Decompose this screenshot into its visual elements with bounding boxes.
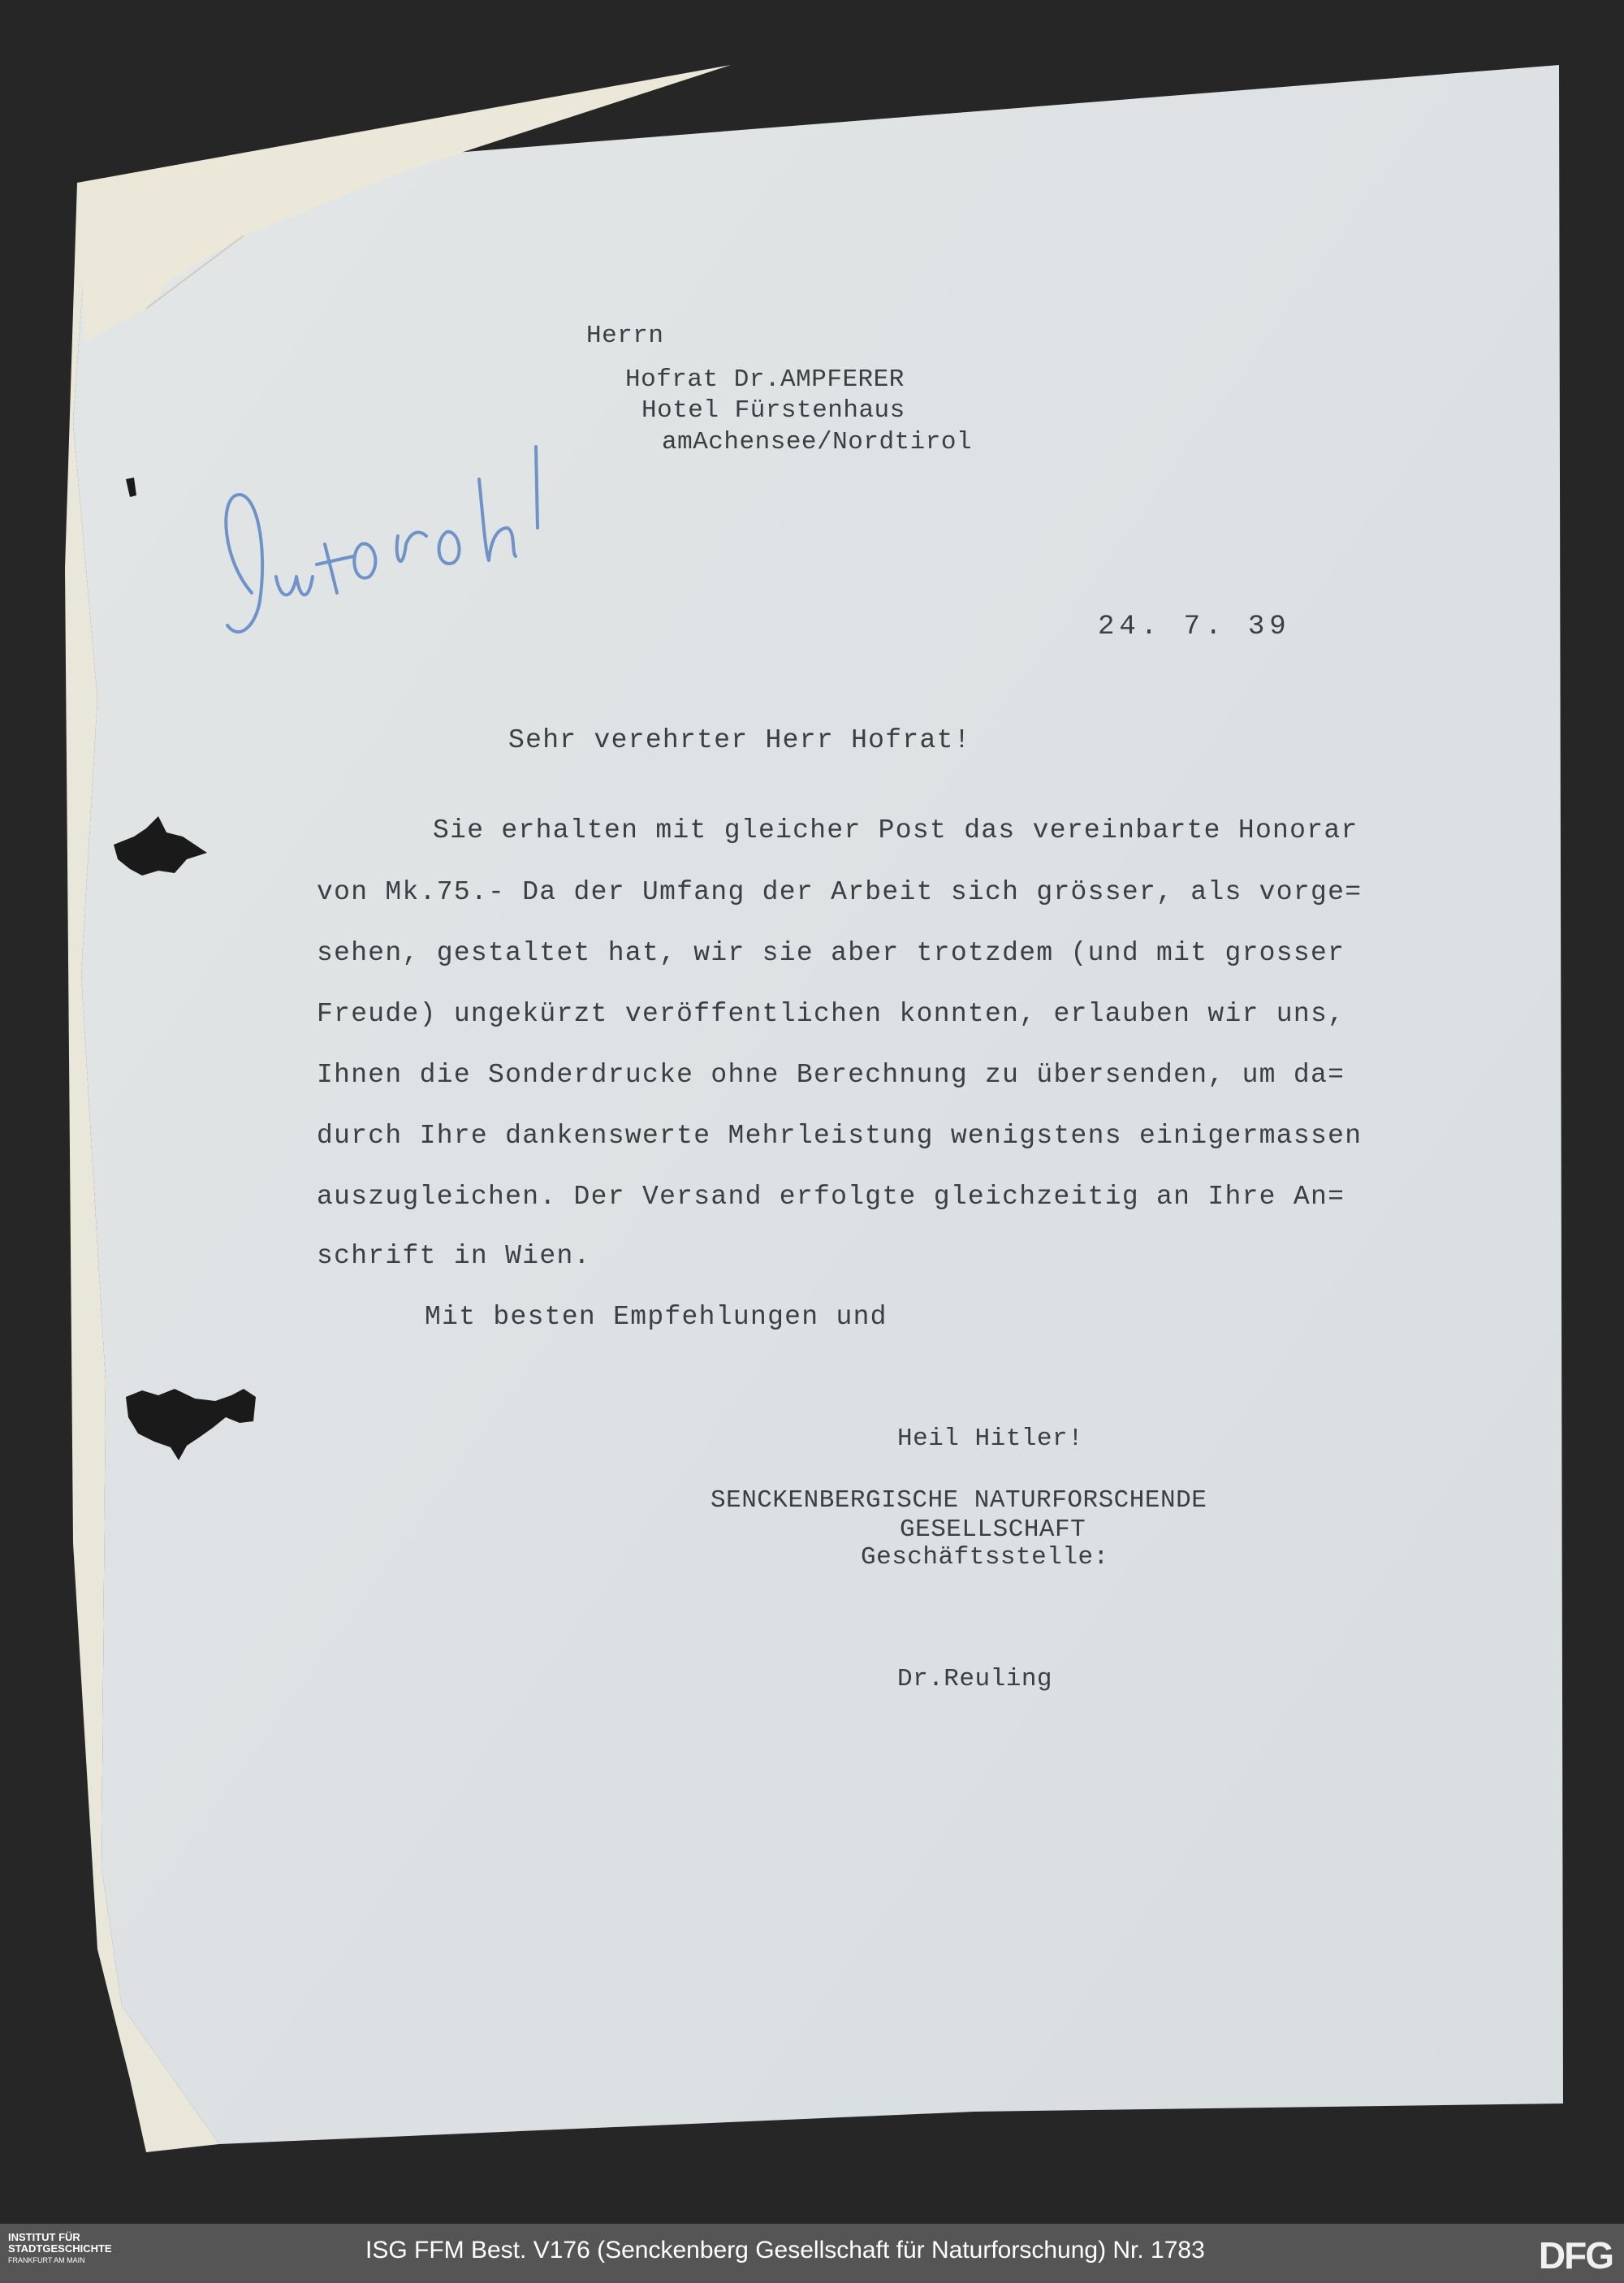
institute-line: STADTGESCHICHTE <box>8 2242 112 2255</box>
recipient-name: Hofrat Dr.AMPFERER <box>625 365 905 394</box>
letter-salute: Heil Hitler! <box>897 1425 1084 1453</box>
organization-name: SENCKENBERGISCHE NATURFORSCHENDE <box>710 1486 1207 1515</box>
body-line: durch Ihre dankenswerte Mehrleistung wenigstens einigermassen <box>317 1121 1363 1151</box>
body-line: Sie erhalten mit gleicher Post das vereinbarte Honorar <box>433 815 1358 845</box>
archive-caption: ISG FFM Best. V176 (Senckenberg Gesellschaft für Naturforschung) Nr. 1783 <box>365 2237 1205 2264</box>
body-line: von Mk.75.- Da der Umfang der Arbeit sich grösser, als vorge= <box>317 877 1363 907</box>
handwritten-annotation <box>203 333 625 674</box>
institute-line: INSTITUT FÜR <box>8 2231 80 2243</box>
letter-closing: Mit besten Empfehlungen und <box>425 1302 888 1332</box>
institute-city: FRANKFURT AM MAIN <box>8 2256 85 2264</box>
letter-greeting: Sehr verehrter Herr Hofrat! <box>508 725 971 755</box>
body-line: Ihnen die Sonderdrucke ohne Berechnung zu übersenden, um da= <box>317 1060 1345 1090</box>
address-prefix: Herrn <box>586 322 664 350</box>
recipient-hotel: Hotel Fürstenhaus <box>641 396 905 425</box>
body-line: sehen, gestaltet hat, wir sie aber trotzdem (und mit grosser <box>317 938 1345 968</box>
body-line: schrift in Wien. <box>317 1241 591 1271</box>
body-line: Freude) ungekürzt veröffentlichen konnten, erlauben wir uns, <box>317 999 1345 1029</box>
institute-logo <box>8 2232 171 2266</box>
archive-footer-bar <box>0 2224 1624 2283</box>
organization-name-line2: GESELLSCHAFT <box>900 1516 1086 1544</box>
letter-date: 24. 7. 39 <box>1098 612 1291 642</box>
signatory-name: Dr.Reuling <box>897 1665 1053 1693</box>
recipient-place: amAchensee/Nordtirol <box>662 428 973 456</box>
organization-office: Geschäftsstelle: <box>861 1543 1109 1572</box>
dfg-logo: DFG <box>1538 2234 1613 2277</box>
body-line: auszugleichen. Der Versand erfolgte gleichzeitig an Ihre An= <box>317 1182 1345 1212</box>
